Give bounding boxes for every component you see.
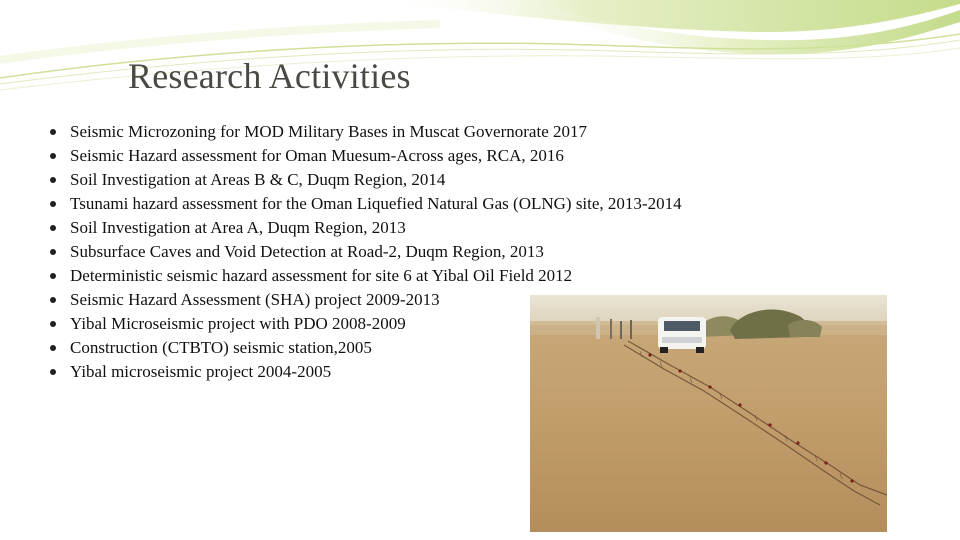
bullet-icon (50, 345, 56, 351)
bullet-icon (50, 273, 56, 279)
bullet-icon (50, 153, 56, 159)
field-survey-photo (530, 295, 887, 532)
vehicle (658, 317, 706, 353)
bullet-icon (50, 129, 56, 135)
list-item (50, 192, 682, 216)
list-item (50, 120, 682, 144)
list-item-text: Subsurface Caves and Void Detection at Road-2, Duqm Region, 2013 (70, 242, 544, 261)
slide-title: Research Activities (128, 56, 411, 96)
list-item-text: Yibal Microseismic project with PDO 2008-2009 (70, 314, 406, 333)
list-item-text: Seismic Hazard assessment for Oman Muesum-Across ages, RCA, 2016 (70, 146, 564, 165)
bullet-icon (50, 369, 56, 375)
list-item-text: Soil Investigation at Areas B & C, Duqm Region, 2014 (70, 170, 446, 189)
list-item-text: Seismic Hazard Assessment (SHA) project 2009-2013 (70, 290, 440, 309)
bullet-icon (50, 225, 56, 231)
list-item-text: Seismic Microzoning for MOD Military Bases in Muscat Governorate 2017 (70, 122, 587, 141)
bullet-icon (50, 177, 56, 183)
bullet-icon (50, 201, 56, 207)
list-item (50, 216, 682, 240)
list-item-text: Yibal microseismic project 2004-2005 (70, 362, 332, 381)
list-item (50, 144, 682, 168)
list-item (50, 264, 682, 288)
bullet-icon (50, 321, 56, 327)
bullet-icon (50, 297, 56, 303)
list-item-text: Tsunami hazard assessment for the Oman Liquefied Natural Gas (OLNG) site, 2013-2014 (70, 194, 682, 213)
list-item-text: Deterministic seismic hazard assessment for site 6 at Yibal Oil Field 2012 (70, 266, 573, 285)
bullet-icon (50, 249, 56, 255)
list-item (50, 168, 682, 192)
list-item-text: Soil Investigation at Area A, Duqm Region, 2013 (70, 218, 406, 237)
list-item-text: Construction (CTBTO) seismic station,2005 (70, 338, 372, 357)
list-item (50, 240, 682, 264)
